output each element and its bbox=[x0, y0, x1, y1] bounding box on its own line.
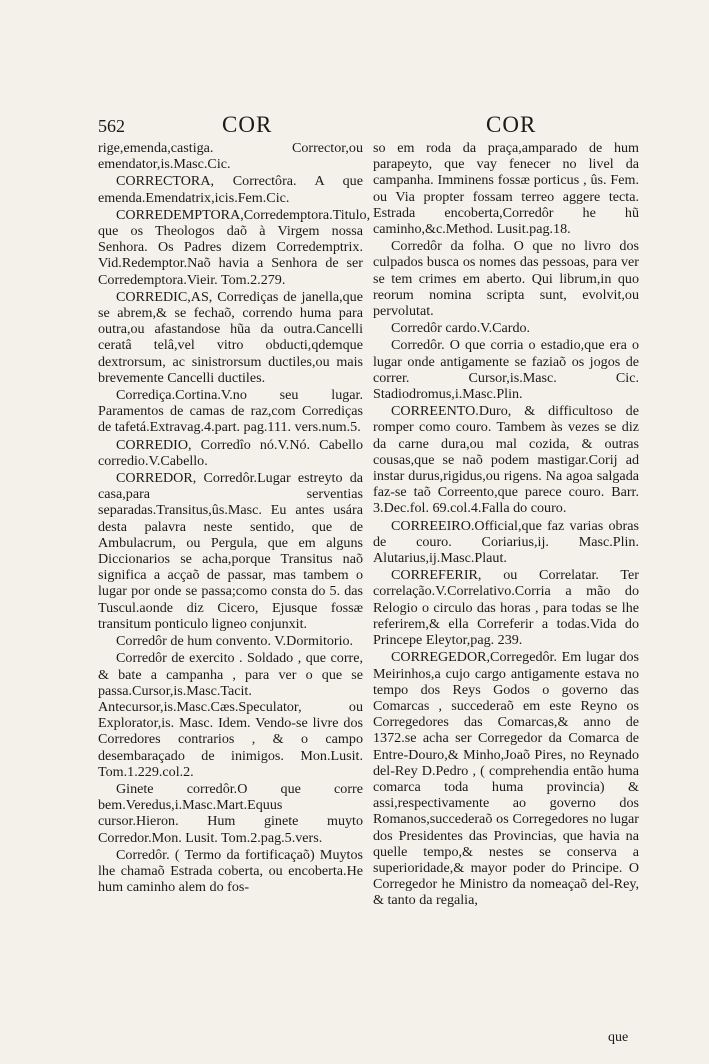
dictionary-entry: rige,emenda,castiga. Corrector,ou emendator,is.Masc.Cic. bbox=[98, 140, 363, 173]
dictionary-entry: Ginete corredôr.O que corre bem.Veredus,i.Masc.Mart.Equus cursor.Hieron. Hum ginete muyto Corredor.Mon. Lusit. Tom.2.pag.5.vers. bbox=[98, 780, 363, 846]
dictionary-entry: CORREDIO, Corredîo nó.V.Nó. Cabello corredio.V.Cabello. bbox=[98, 436, 363, 469]
catchword: que bbox=[608, 1030, 629, 1045]
dictionary-entry: Corredôr de hum convento. V.Dormitorio. bbox=[116, 633, 354, 650]
dictionary-entry: CORREENTO.Duro, & difficultoso de romper como couro. Tambem às vezes se diz da carne dura,ou mal cozida, & outras cousas,que se naõ podem mastigar.Corij ad instar durus,rigidus,ou rigens. Na agoa salgada faz-se taõ Correento,que parece couro. Barr. 3.Dec.fol. 69.col.4.Falla do couro. bbox=[373, 403, 639, 517]
dictionary-entry: CORREEIRO.Official,que faz varias obras de couro. Coriarius,ij. Masc.Plin. Alutarius,ij.Masc.Plaut. bbox=[373, 517, 639, 567]
dictionary-entry: CORREFERIR, ou Correlatar. Ter correlação.V.Correlativo.Corria a mão do Relogio o circulo das horas , para todas se lhe referirem,& ella Correferir a todas.Vida do Princepe Eleytor,pag. 239. bbox=[373, 567, 639, 649]
left-running-head: COR bbox=[222, 112, 273, 137]
dictionary-entry: Corredôr. O que corria o estadio,que era o lugar onde antigamente se faziaõ os jogos de correr. Cursor,is.Masc. Cic. Stadiodromus,i.Masc.Plin. bbox=[373, 337, 639, 403]
dictionary-entry: CORREGEDOR,Corregedôr. Em lugar dos Meirinhos,a cujo cargo antigamente estava no tempo dos Reys Godos o governo das Comarcas , succederaõ em este Reyno os Corregedores das Comarcas,& anno de 1372.se acha ser Corregedor da Comarca de Entre-Douro,& Minho,Joaõ Pires, no Reynado del-Rey D.Pedro , ( comprehendia então huma comarca toda huma provincia) & assi,respectivamente ao governo dos Romanos,succederaõ os Corregedores no lugar dos Presidentes das Provincias, que havia na quelle tempo,& nestes se conserva a superioridade,& mayor poder do Principe. O Corregedor he Ministro da nomeaçaõ del-Rey, & tanto da regalia, bbox=[373, 649, 639, 909]
dictionary-entry: Corrediça.Cortina.V.no seu lugar. Paramentos de camas de raz,com Corrediças de tafetá.Extravag.4.part. pag.111. vers.num.5. bbox=[98, 387, 363, 436]
dictionary-entry: so em roda da praça,amparado de hum parapeyto, que vay fenecer no livel da campanha. Imminens fossæ porticus , ûs. Fem. ou Via propter fossam terreo aggere tecta. Estrada encoberta,Corredôr he hũ caminho,&c.Method. Lusit.pag.18. bbox=[373, 140, 639, 238]
left-column bbox=[98, 140, 371, 896]
dictionary-entry: Corredôr. ( Termo da fortificaçaõ) Muytos lhe chamaõ Estrada coberta, ou encoberta.He hum caminho alem do fos- bbox=[98, 846, 363, 896]
dictionary-entry: CORRECTORA, Correctôra. A que emenda.Emendatrix,icis.Fem.Cic. bbox=[98, 173, 363, 206]
dictionary-entry: Corredôr da folha. O que no livro dos culpados busca os nomes das pessoas, para ver se tem crimes em aberto. Qui librum,in quo reorum nomina scripta sunt, evolvit,ou pervolutat. bbox=[373, 238, 639, 320]
dictionary-entry: CORREDIC,AS, Corrediças de janella,que se abrem,& se fechaõ, correndo huma para outra,ou afastandose hũa da outra.Cancelli ceratâ telâ,vel vitro obducti,qdemque dextrorsum, ac sinistrorsum ductiles,ou mais brevemente Cancelli ductiles. bbox=[98, 288, 363, 386]
dictionary-entry: Corredôr de exercito . Soldado , que corre, & bate a campanha , para ver o que se passa.Cursor,is.Masc.Tacit. Antecursor,is.Masc.Cæs.Speculator, ou Explorator,is. Masc. Idem. Vendo-se livre dos Corredores contrarios , & o campo desembaraçado de inimigos. Mon.Lusit. Tom.1.229.col.2. bbox=[98, 650, 363, 780]
page-number: 562 bbox=[98, 116, 125, 136]
dictionary-entry: Corredôr cardo.V.Cardo. bbox=[391, 320, 531, 337]
page-header bbox=[98, 112, 638, 142]
right-column bbox=[373, 140, 639, 910]
dictionary-entry: CORREDEMPTORA,Corredemptora.Titulo, que os Theologos daõ à Virgem nossa Senhora. Os Padres dizem Corredemptrix. Vid.Redemptor.Naõ havia a Senhora de ser Corredemptora.Vieir. Tom.2.279. bbox=[98, 206, 371, 288]
dictionary-entry: CORREDOR, Corredôr.Lugar estreyto da casa,para serventias separadas.Transitus,ûs.Masc. Eu antes usára desta palavra neste sentido, que de Ambulacrum, ou Pergula, que em alguns Diccionarios se acha,porque Transitus naõ significa a acçaõ de passar, mas tambem o lugar por onde se passa;como consta do 5. das Tuscul.aonde diz Cicero, Ejusque fossæ transitum ponticulo ligneo conjunxit. bbox=[98, 470, 363, 632]
right-running-head: COR bbox=[486, 112, 537, 137]
